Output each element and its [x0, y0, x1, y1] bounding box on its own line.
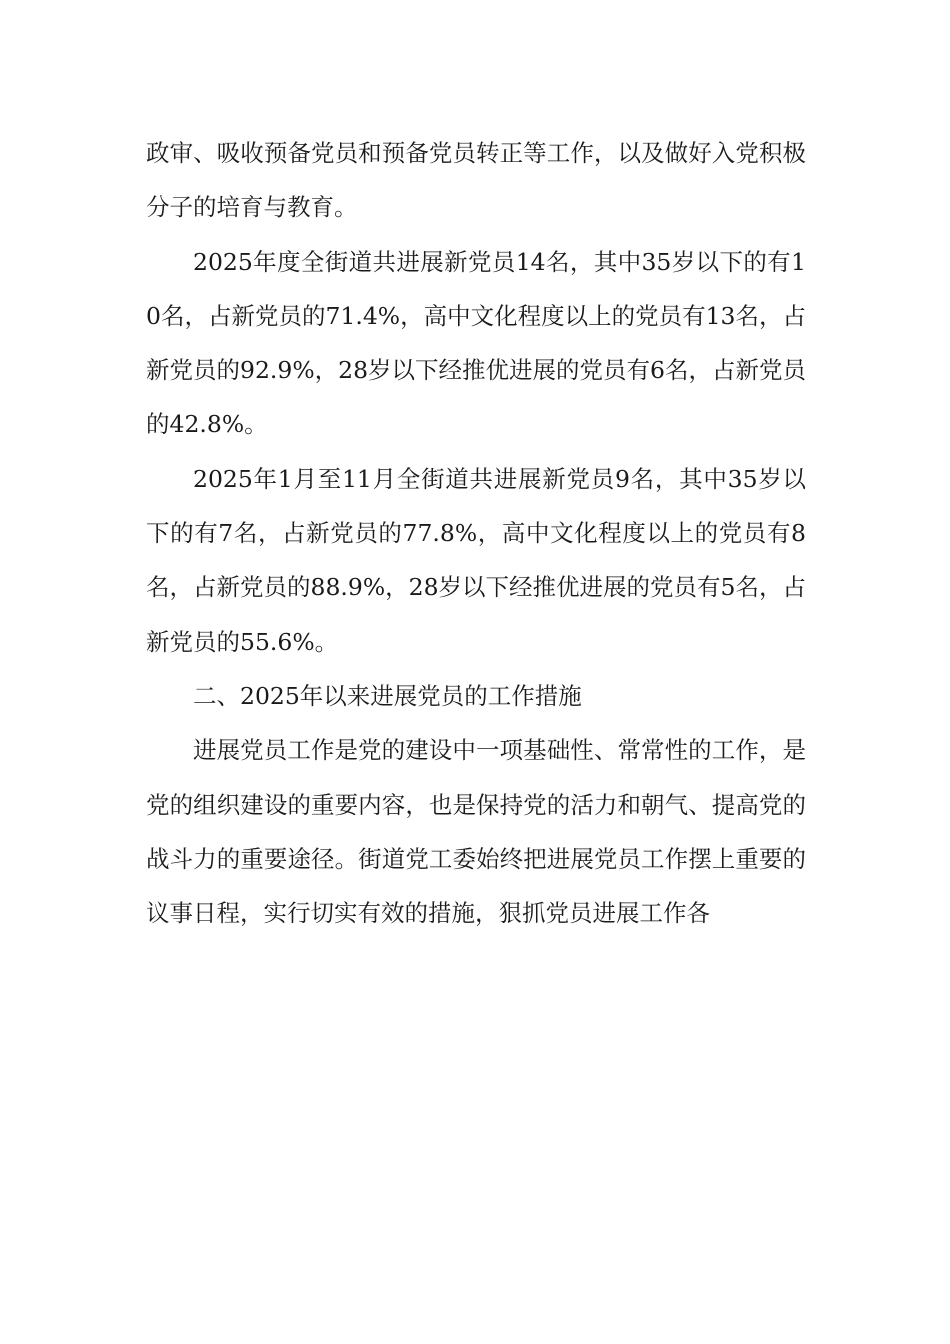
paragraph-continuation: 政审、吸收预备党员和预备党员转正等工作，以及做好入党积极分子的培育与教育。: [146, 139, 806, 222]
document-body: [146, 126, 806, 940]
paragraph-2025-jan-nov-stats: 2025年1月至11月全街道共进展新党员9名，其中35岁以下的有7名，占新党员的77.8%，高中文化程度以上的党员有8名，占新党员的88.9%，28岁以下经推优进展的党员有5名，占新党员的55.6%。: [146, 464, 807, 656]
paragraph-2025-annual-stats: 2025年度全街道共进展新党员14名，其中35岁以下的有10名，占新党员的71.4%，高中文化程度以上的党员有13名，占新党员的92.9%，28岁以下经推优进展的党员有6名，占新党员的42.8%。: [146, 247, 807, 439]
paragraph-work-measures: 进展党员工作是党的建设中一项基础性、常常性的工作，是党的组织建设的重要内容，也是保持党的活力和朝气、提高党的战斗力的重要途径。街道党工委始终把进展党员工作摆上重要的议事日程，实行切实有效的措施，狠抓党员进展工作各: [146, 736, 806, 928]
section-heading: 二、2025年以来进展党员的工作措施: [193, 681, 582, 710]
